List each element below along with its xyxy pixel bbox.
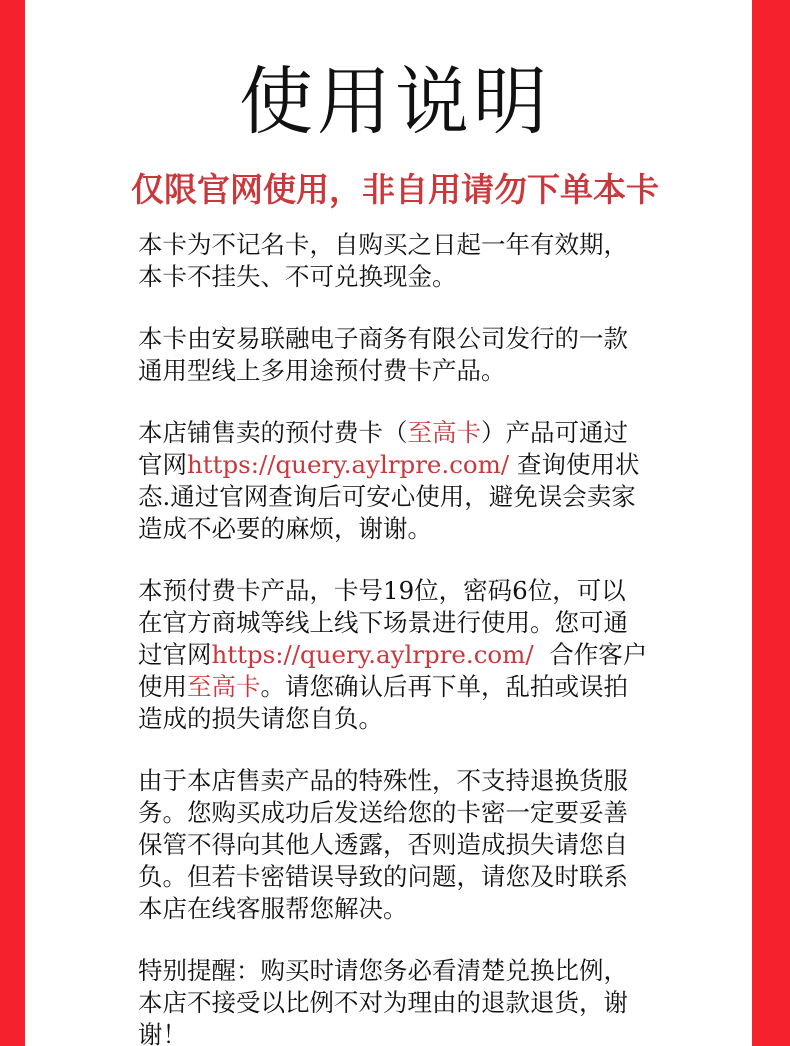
text-segment: 合作客户: [533, 640, 648, 669]
text-line: 造成的损失请您自负。: [138, 704, 383, 733]
page-title: 使用说明: [239, 59, 551, 145]
paragraph-card-info: [138, 575, 698, 735]
right-red-border: [752, 0, 790, 1046]
text-segment: 本店铺售卖的预付费卡（: [138, 418, 408, 447]
text-line: 造成不必要的麻烦，谢谢。: [138, 514, 432, 543]
text-segment: 查询使用状: [509, 450, 640, 479]
text-line: 谢！: [138, 1020, 187, 1046]
text-line: 在官方商城等线上线下场景进行使用。您可通: [138, 608, 628, 637]
text-line: 负。但若卡密错误导致的问题，请您及时联系: [138, 862, 628, 891]
text-line: [138, 639, 698, 671]
text-line: 本店在线客服帮您解决。: [138, 894, 408, 923]
text-line: [138, 671, 698, 703]
text-segment: 官网: [138, 450, 187, 479]
paragraph-issuer: [138, 323, 698, 387]
card-name-highlight: 至高卡: [407, 418, 481, 447]
text-segment: 。请您确认后再下单，乱拍或误拍: [260, 672, 628, 701]
card-name-highlight: 至高卡: [187, 672, 261, 701]
text-line: 本卡由安易联融电子商务有限公司发行的一款: [138, 324, 628, 353]
warning-subtitle: 仅限官网使用，非自用请勿下单本卡: [131, 170, 659, 209]
text-line: 通用型线上多用途预付费卡产品。: [138, 356, 506, 385]
text-line: 保管不得向其他人透露，否则造成损失请您自: [138, 830, 628, 859]
paragraph-special-reminder: [138, 955, 698, 1046]
text-segment: 过官网: [138, 640, 212, 669]
text-line: 特别提醒：购买时请您务必看清楚兑换比例，: [138, 956, 628, 985]
paragraph-query: [138, 417, 698, 545]
text-line: [138, 449, 698, 481]
text-segment: 使用: [138, 672, 187, 701]
text-line: 务。您购买成功后发送给您的卡密一定要妥善: [138, 798, 628, 827]
text-line: [138, 417, 698, 449]
text-line: 态.通过官网查询后可安心使用，避免误会卖家: [138, 482, 636, 511]
text-segment: ）产品可通过: [481, 418, 628, 447]
text-line: 本卡不挂失、不可兑换现金。: [138, 262, 457, 291]
left-red-border: [0, 0, 25, 1046]
official-site-link[interactable]: https://query.aylrpre.com/: [211, 640, 534, 669]
paragraph-validity: [138, 229, 698, 293]
text-line: 本卡为不记名卡，自购买之日起一年有效期，: [138, 230, 628, 259]
text-line: 由于本店售卖产品的特殊性，不支持退换货服: [138, 766, 628, 795]
paragraph-no-refund: [138, 765, 698, 925]
text-line: 本店不接受以比例不对为理由的退款退货，谢: [138, 988, 628, 1017]
official-site-link[interactable]: https://query.aylrpre.com/: [187, 450, 510, 479]
instructions-body: [138, 229, 698, 1046]
text-line: 本预付费卡产品，卡号19位，密码6位，可以: [138, 576, 626, 605]
